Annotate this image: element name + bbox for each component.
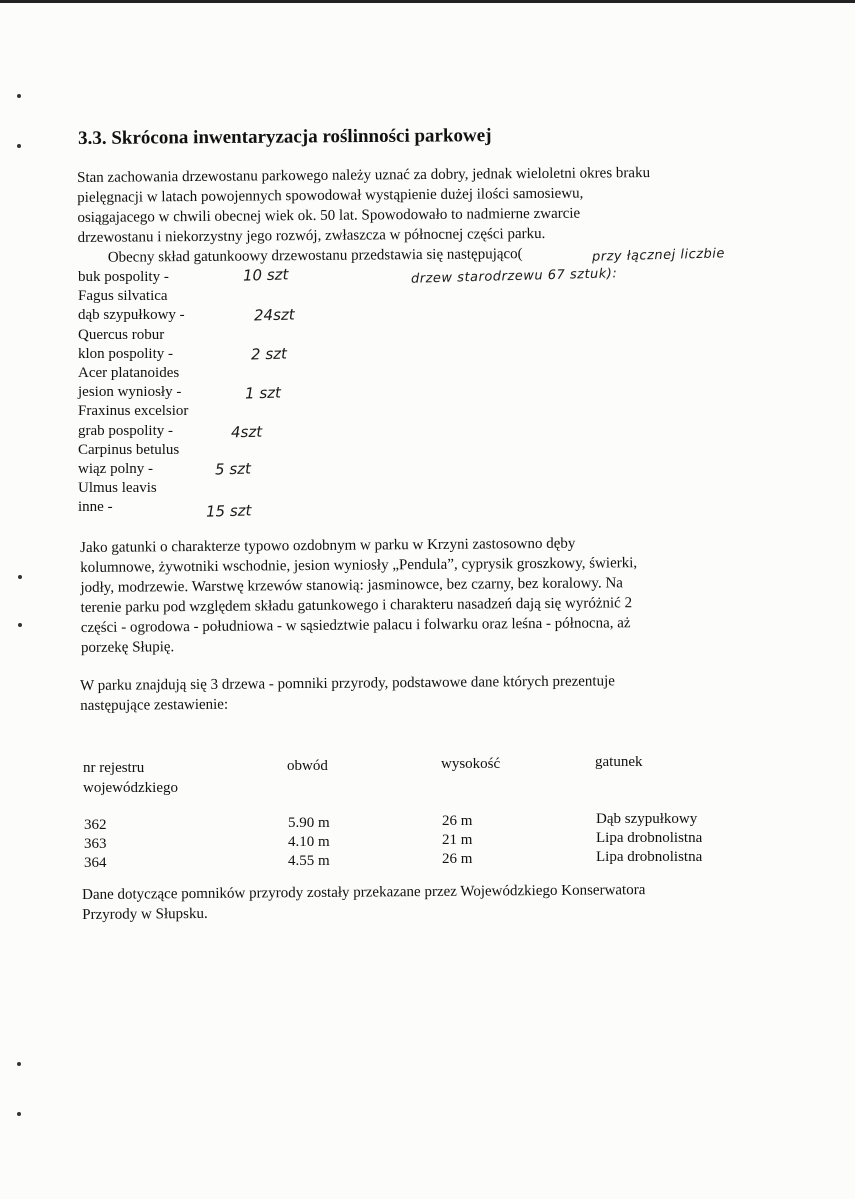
text-line: jodły, modrzewie. Warstwę krzewów stanowią: jasminowce, bez czarny, bez koralowy. Na [80, 575, 623, 596]
text-line: Przyrody w Słupsku. [82, 905, 208, 923]
paragraph-source-note [82, 879, 742, 925]
handwritten-count: 4szt [230, 422, 263, 442]
species-polish-name: inne - [78, 499, 113, 516]
punch-hole-mark [18, 575, 22, 579]
table-cell: Dąb szypułkowy [596, 811, 698, 827]
punch-hole-mark [17, 144, 21, 148]
handwritten-count: 15 szt [205, 501, 252, 521]
table-cell: 26 m [442, 851, 473, 867]
text-line: Jako gatunki o charakterze typowo ozdobnym w parku w Krzyni zastosowno dęby [80, 535, 576, 556]
handwritten-count: 24szt [253, 305, 295, 325]
handwritten-note-line2: drzew starodrzewu 67 sztuk): [410, 266, 618, 287]
text-line: terenie parku pod względem składu gatunkowego i charakteru nasadzeń dają się wyróżnić 2 [80, 595, 633, 616]
handwritten-note-line1: przy łącznej liczbie [591, 246, 726, 265]
table-cell: 364 [84, 855, 107, 871]
species-latin-name: Ulmus leavis [78, 480, 157, 497]
text-line: Dane dotyczące pomników przyrody zostały przekazane przez Wojewódzkiego Konserwatora [82, 882, 646, 903]
table-cell: Lipa drobnolistna [596, 849, 703, 865]
punch-hole-mark [17, 94, 21, 98]
table-header-register: nr rejestru [83, 760, 145, 776]
paragraph-monuments-intro [80, 670, 740, 716]
handwritten-count: 10 szt [242, 265, 289, 285]
punch-hole-mark [17, 1062, 21, 1066]
table-cell: 4.55 m [288, 853, 330, 869]
table-cell: Lipa drobnolistna [596, 830, 703, 846]
handwritten-count: 2 szt [250, 344, 288, 364]
species-latin-name: Quercus robur [78, 326, 165, 343]
species-polish-name: dąb szypułkowy - [78, 307, 185, 324]
table-cell: 26 m [442, 813, 473, 829]
table-header-species: gatunek [595, 754, 643, 770]
species-polish-name: grab pospolity - [78, 422, 173, 439]
species-list [78, 268, 188, 518]
species-latin-name: Fraxinus excelsior [78, 403, 189, 420]
text-line: Obecny skład gatunkoowy drzewostanu przedstawia się następująco( [77, 246, 523, 266]
species-polish-name: klon pospolity - [78, 345, 174, 362]
text-line: porzekę Słupię. [80, 639, 175, 656]
species-polish-name: wiąz polny - [78, 461, 153, 478]
species-latin-name: Fagus silvatica [78, 288, 168, 305]
table-cell: 5.90 m [288, 815, 330, 831]
table-header-circumference: obwód [287, 758, 328, 774]
text-line: pielęgnacji w latach powojennych spowodował wystąpienie dużej ilości samosiewu, [77, 185, 584, 206]
paragraph-ornamental-species [80, 532, 741, 658]
table-header-register-line2: wojewódzkiego [83, 780, 178, 796]
handwritten-count: 1 szt [244, 383, 282, 403]
text-line: następujące zestawienie: [80, 696, 229, 714]
text-line: Stan zachowania drzewostanu parkowego należy uznać za dobry, jednak wieloletni okres braku [77, 164, 651, 186]
species-polish-name: buk pospolity - [78, 269, 169, 285]
text-line: kolumnowe, żywotniki wschodnie, jesion wyniosły „Pendula”, cyprysik groszkowy, świerki, [80, 555, 638, 576]
text-line: drzewostanu i niekorzystny jego rozwój, zwłaszcza w północnej części parku. [77, 225, 546, 246]
species-latin-name: Acer platanoides [78, 365, 180, 382]
table-cell: 363 [84, 836, 107, 852]
punch-hole-mark [17, 1112, 21, 1116]
table-cell: 4.10 m [288, 834, 330, 850]
table-cell: 362 [84, 817, 107, 833]
text-line: W parku znajdują się 3 drzewa - pomniki przyrody, podstawowe dane których prezentuje [80, 673, 615, 694]
text-line: części - ogrodowa - południowa - w sąsiedztwie palacu i folwarku oraz leśna - północna, aż [80, 615, 631, 636]
punch-hole-mark [18, 623, 22, 627]
species-polish-name: jesion wyniosły - [78, 384, 182, 401]
page-top-edge [0, 0, 855, 3]
table-header-height: wysokość [441, 756, 501, 772]
handwritten-count: 5 szt [214, 459, 252, 479]
section-heading: 3.3. Skrócona inwentaryzacja roślinności parkowej [78, 125, 492, 149]
text-line: osiągajacego w chwili obecnej wiek ok. 50 lat. Spowodowało to nadmierne zwarcie [77, 205, 581, 226]
species-latin-name: Carpinus betulus [78, 441, 180, 458]
table-cell: 21 m [442, 832, 473, 848]
